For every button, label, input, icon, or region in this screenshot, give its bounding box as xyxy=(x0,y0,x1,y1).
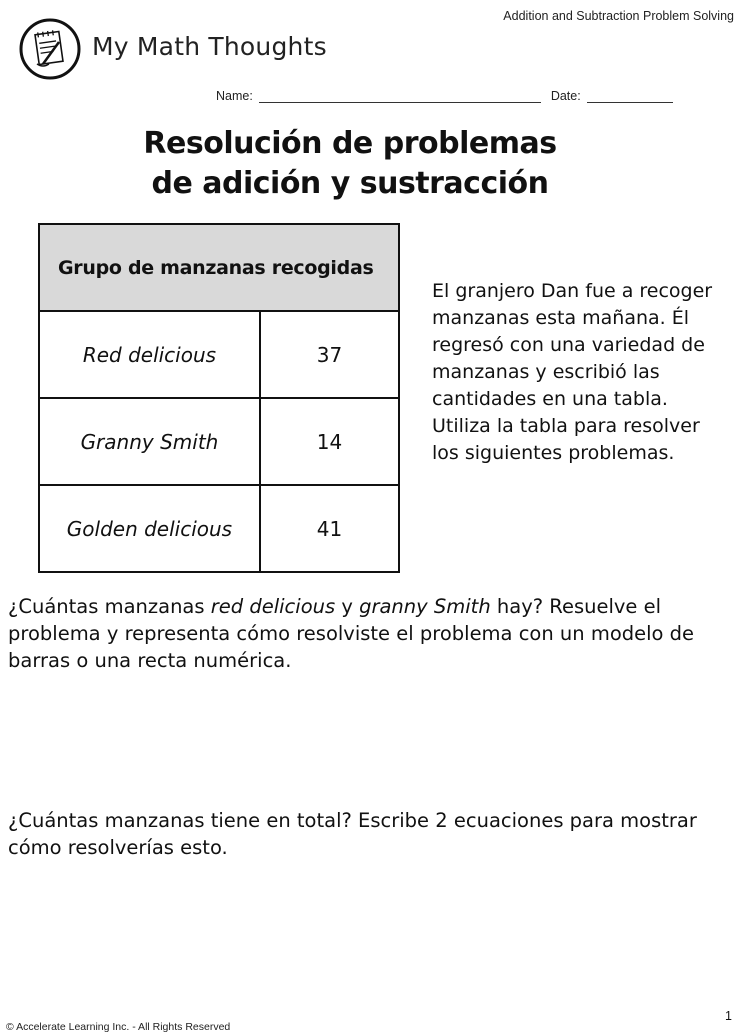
date-label: Date: xyxy=(550,89,581,103)
name-label: Name: xyxy=(216,89,253,103)
table-row xyxy=(39,398,399,485)
variety-cell: Golden delicious xyxy=(39,485,260,572)
table-row xyxy=(39,485,399,572)
count-cell: 14 xyxy=(260,398,399,485)
question-1-text-b: y xyxy=(335,595,360,618)
apples-table xyxy=(38,223,400,573)
name-field[interactable] xyxy=(259,91,541,103)
intro-paragraph: El granjero Dan fue a recoger manzanas esta mañana. Él regresó con una variedad de manzanas y escribió las cantidades en una tabla. Utiliza la tabla para resolver los siguientes problemas. xyxy=(432,280,713,464)
question-1 xyxy=(8,593,734,674)
name-date-row xyxy=(216,89,673,103)
page-number: 1 xyxy=(725,1009,732,1023)
title-line-1: Resolución de problemas xyxy=(143,126,557,161)
date-field[interactable] xyxy=(587,91,673,103)
worksheet-subject: Addition and Subtraction Problem Solving xyxy=(503,9,734,23)
count-cell: 37 xyxy=(260,311,399,398)
question-1-text-c: hay? Resuelve el problema y representa cómo resolviste el problema con un modelo de barras o una recta numérica. xyxy=(8,595,695,672)
notebook-logo-icon xyxy=(19,18,81,80)
question-1-emphasis-a: red delicious xyxy=(210,595,336,618)
variety-cell: Red delicious xyxy=(39,311,260,398)
page-title xyxy=(120,124,580,204)
question-2: ¿Cuántas manzanas tiene en total? Escribe 2 ecuaciones para mostrar cómo resolverías esto. xyxy=(8,809,697,859)
table-header: Grupo de manzanas recogidas xyxy=(39,224,399,311)
table-header-row xyxy=(39,224,399,311)
table-row xyxy=(39,311,399,398)
variety-cell: Granny Smith xyxy=(39,398,260,485)
title-line-2: de adición y sustracción xyxy=(151,166,549,201)
brand-name: My Math Thoughts xyxy=(92,32,327,61)
copyright-notice: © Accelerate Learning Inc. - All Rights Reserved xyxy=(6,1021,231,1033)
question-1-emphasis-b: granny Smith xyxy=(359,595,491,618)
question-1-text-a: ¿Cuántas manzanas xyxy=(8,595,211,618)
count-cell: 41 xyxy=(260,485,399,572)
